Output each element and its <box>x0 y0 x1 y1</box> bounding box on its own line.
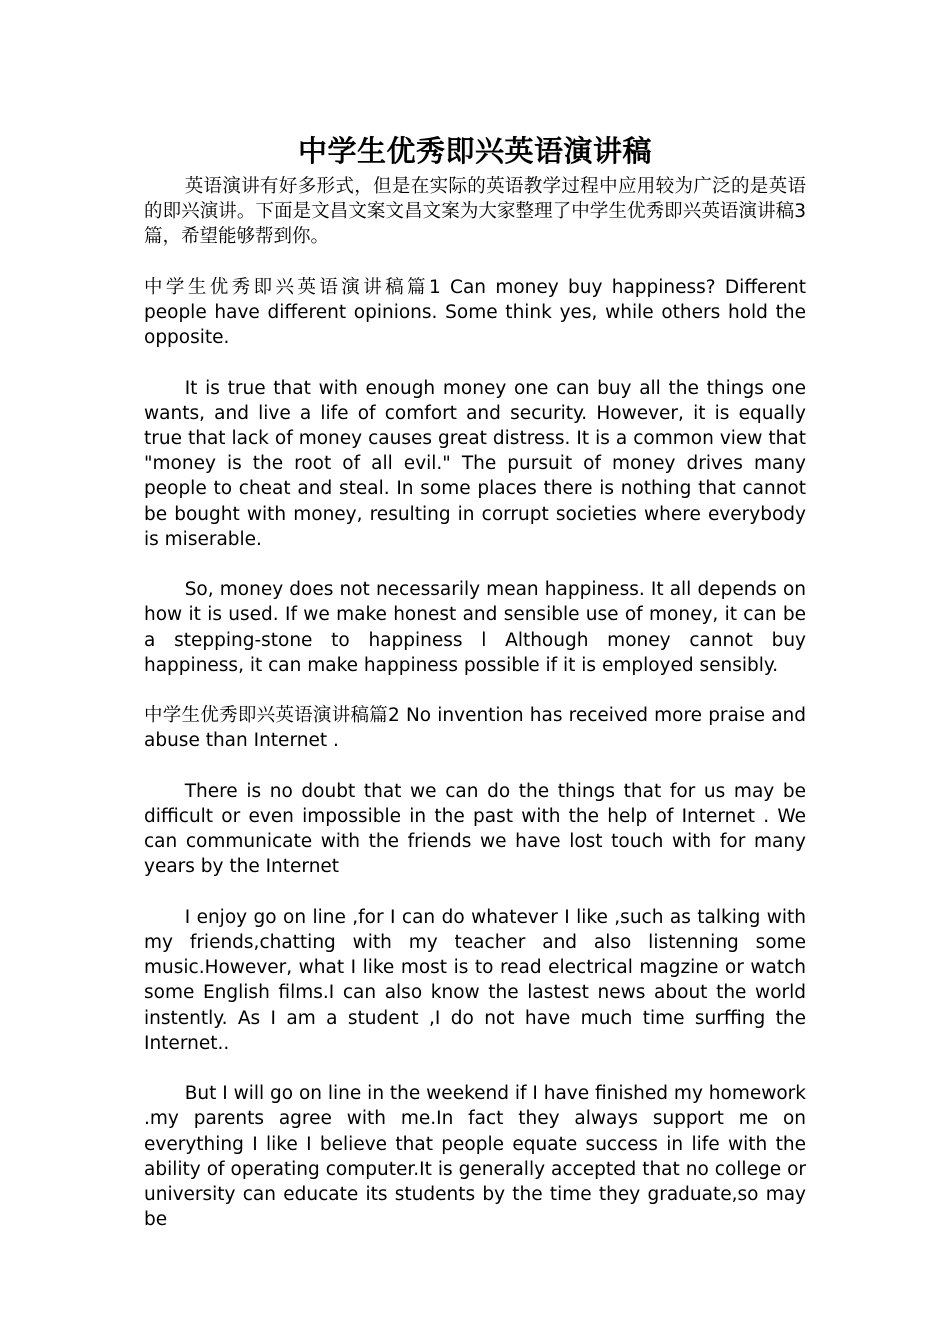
speech2-paragraph-4: But I will go on line in the weekend if I have finished my homework .my parents agree with me.In fact they always support me on everything I like I believe that people equate success in life with the ability of operating computer.It is generally accepted that no college or university can educate its students by the time they graduate,so may be <box>144 1083 806 1231</box>
speech2-first-sentence: No invention has received more praise and abuse than Internet . <box>144 705 806 752</box>
speech1-paragraph-3: So, money does not necessarily mean happiness. It all depends on how it is used. If we make honest and sensible use of money, it can be a stepping-stone to happiness l Although money cannot buy happiness, it can make happiness possible if it is employed sensibly. <box>144 579 806 676</box>
speech1-paragraph-2: It is true that with enough money one can buy all the things one wants, and live a life of comfort and security. However, it is equally true that lack of money causes great distress. It is a common view that "money is the root of all evil." The pursuit of money drives many people to cheat and steal. In some places there is nothing that cannot be bought with money, resulting in corrupt societies where everybody is miserable. <box>144 377 806 550</box>
document-title: 中学生优秀即兴英语演讲稿 <box>297 134 652 168</box>
speech1-heading: 中学生优秀即兴英语演讲稿篇1 <box>144 276 441 298</box>
speech1-opening-paragraph <box>144 275 806 351</box>
paragraph-spacer <box>144 350 806 375</box>
paragraph-spacer <box>144 754 806 779</box>
paragraph-spacer <box>144 880 806 905</box>
speech2-opening-paragraph <box>144 703 806 753</box>
intro-paragraph: 英语演讲有好多形式，但是在实际的英语教学过程中应用较为广泛的是英语的即兴演讲。下面是文昌文案文昌文案为大家整理了中学生优秀即兴英语演讲稿3篇，希望能够帮到你。 <box>144 176 806 248</box>
paragraph-spacer <box>144 552 806 577</box>
document-page <box>144 128 806 1232</box>
paragraph-spacer <box>144 250 806 275</box>
speech1-first-sentence: Can money buy happiness? Different people have different opinions. Some think yes, while others hold the opposite. <box>144 276 807 349</box>
paragraph-spacer <box>144 678 806 703</box>
speech2-heading: 中学生优秀即兴英语演讲稿篇2 <box>144 705 400 727</box>
speech2-paragraph-2: There is no doubt that we can do the things that for us may be difficult or even impossible in the past with the help of Internet . We can communicate with the friends we have lost touch with for many years by the Internet <box>144 780 806 878</box>
speech2-paragraph-3: I enjoy go on line ,for I can do whatever I like ,such as talking with my friends,chatting with my teacher and also listenning some music.However, what I like most is to read electrical magzine or watch some English films.I can also know the lastest news about the world instently. As I am a student ,I do not have much time surffing the Internet.. <box>144 906 806 1054</box>
paragraph-spacer <box>144 1056 806 1081</box>
